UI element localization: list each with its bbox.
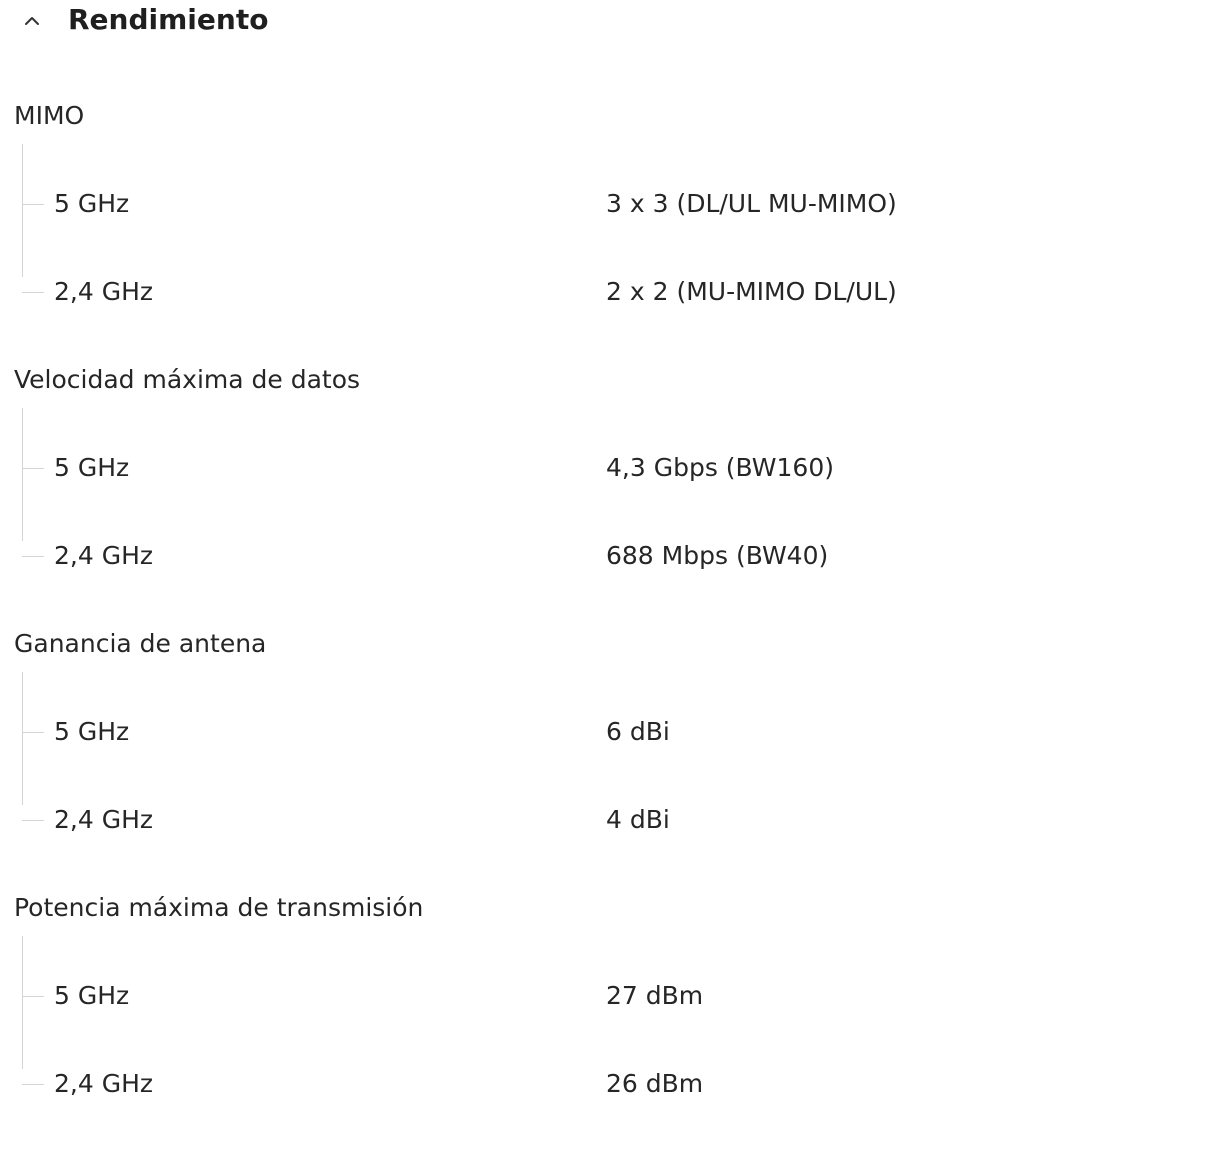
spec-group-potencia-maxima (0, 892, 1228, 1156)
row-label-5ghz: 5 GHz (54, 189, 130, 218)
spec-group-velocidad-maxima (0, 364, 1228, 628)
tree-branch-line (22, 732, 44, 733)
group-title: Potencia máxima de transmisión (14, 893, 424, 922)
group-title: MIMO (14, 101, 85, 130)
tree-connector-line (22, 936, 23, 1069)
row-value-2-4ghz: 4 dBi (606, 805, 670, 834)
tree-branch-line (22, 556, 44, 557)
group-title: Velocidad máxima de datos (14, 365, 361, 394)
row-value-5ghz: 6 dBi (606, 717, 670, 746)
row-value-5ghz: 4,3 Gbps (BW160) (606, 453, 834, 482)
row-value-2-4ghz: 688 Mbps (BW40) (606, 541, 829, 570)
row-label-5ghz: 5 GHz (54, 453, 130, 482)
tree-branch-line (22, 204, 44, 205)
row-label-5ghz: 5 GHz (54, 717, 130, 746)
section-header-rendimiento[interactable] (0, 0, 600, 42)
spec-group-mimo (0, 100, 1228, 364)
row-label-2-4ghz: 2,4 GHz (54, 1069, 153, 1098)
row-label-2-4ghz: 2,4 GHz (54, 541, 153, 570)
chevron-up-icon[interactable] (19, 8, 45, 34)
row-value-2-4ghz: 26 dBm (606, 1069, 704, 1098)
spec-group-ganancia-antena (0, 628, 1228, 892)
row-value-5ghz: 3 x 3 (DL/UL MU-MIMO) (606, 189, 897, 218)
tree-branch-line (22, 1084, 44, 1085)
row-label-2-4ghz: 2,4 GHz (54, 277, 153, 306)
tree-branch-line (22, 292, 44, 293)
tree-branch-line (22, 996, 44, 997)
tree-connector-line (22, 672, 23, 805)
tree-branch-line (22, 468, 44, 469)
row-value-5ghz: 27 dBm (606, 981, 704, 1010)
group-title: Ganancia de antena (14, 629, 267, 658)
row-label-5ghz: 5 GHz (54, 981, 130, 1010)
row-value-2-4ghz: 2 x 2 (MU-MIMO DL/UL) (606, 277, 897, 306)
row-label-2-4ghz: 2,4 GHz (54, 805, 153, 834)
tree-connector-line (22, 408, 23, 541)
section-title: Rendimiento (68, 3, 269, 36)
tree-branch-line (22, 820, 44, 821)
tree-connector-line (22, 144, 23, 277)
